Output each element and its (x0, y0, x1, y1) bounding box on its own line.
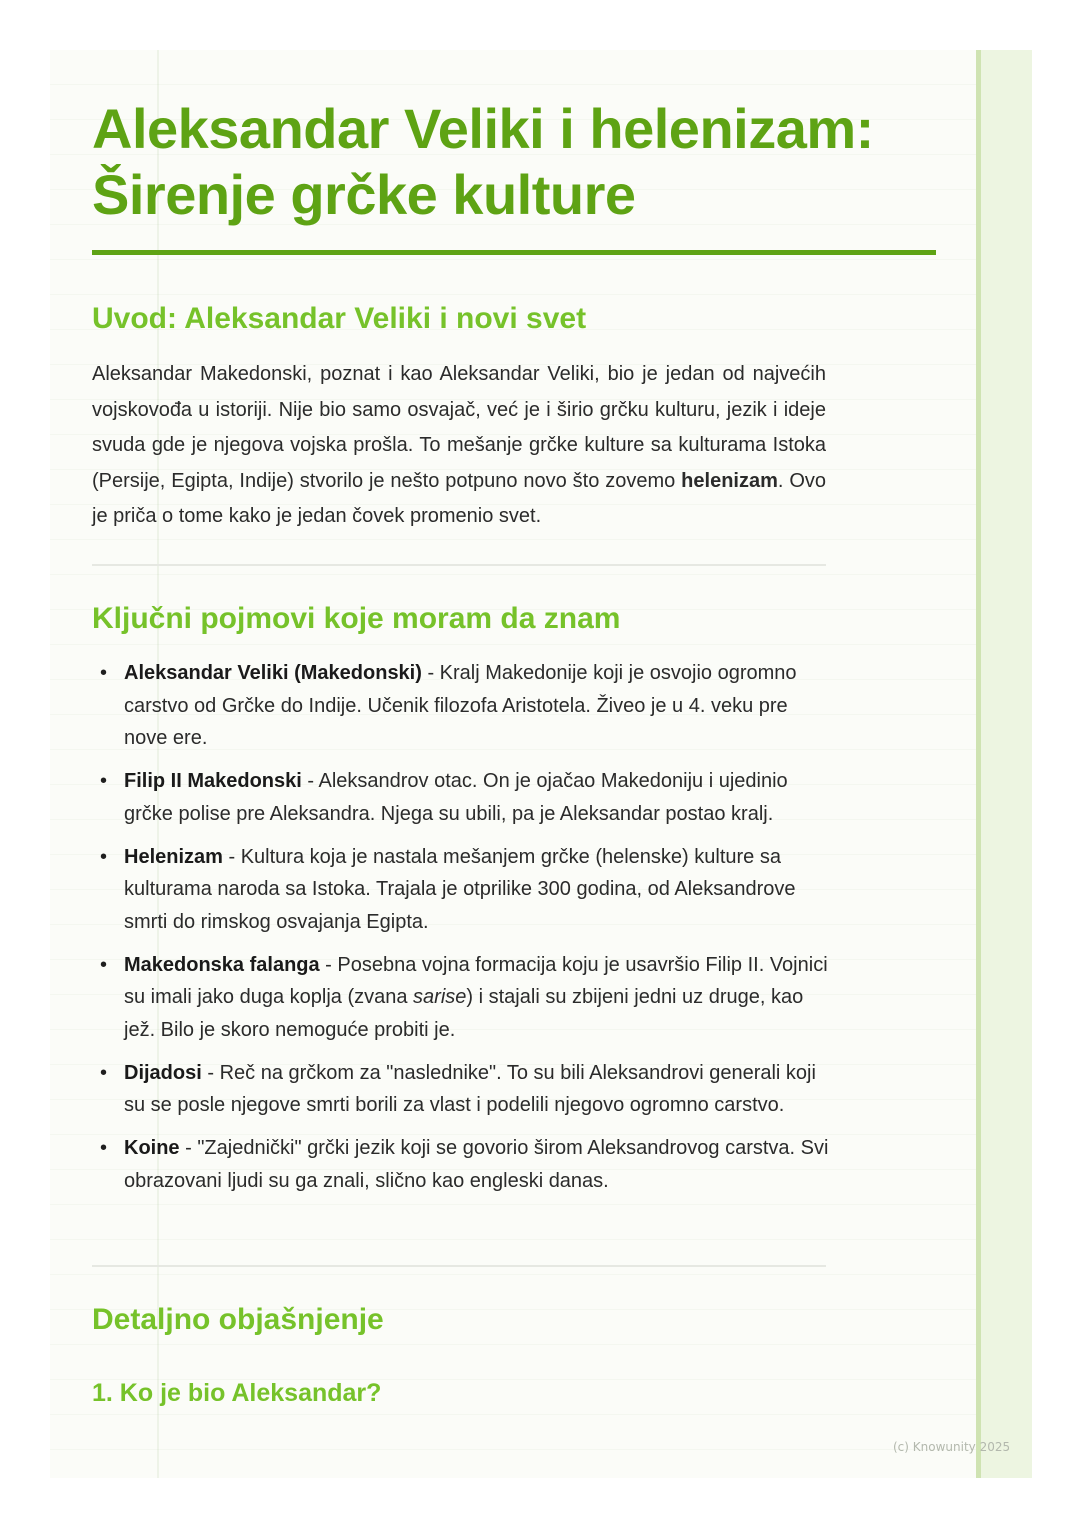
intro-heading: Uvod: Aleksandar Veliki i novi svet (92, 302, 587, 335)
right-margin-strip (976, 50, 1032, 1478)
term-description: - Kultura koja je nastala mešanjem grčke (helenske) kulture sa kulturama naroda sa Istoka. Trajala je otprilike 300 godina, od Aleksandrove smrti do rimskog osvajanja Egipta. (124, 845, 796, 933)
bullet-icon: • (100, 1061, 108, 1084)
right-margin-line (976, 50, 981, 1478)
intro-text-before: Aleksandar Makedonski, poznat i kao Aleksandar Veliki, bio je jedan od najvećih vojskovođa u istoriji. Nije bio samo osvajač, već je i širio grčku kulturu, jezik i ideje svuda gde je njegova vojska prošla. To mešanje grčke kulture sa kulturama Istoka (Persije, Egipta, Indije) stvorilo je nešto potpuno novo što zovemo (92, 363, 826, 492)
intro-text-after: . Ovo je priča o tome kako je jedan čovek promenio svet. (92, 469, 826, 527)
list-item (92, 1057, 832, 1122)
copyright-footer: (c) Knowunity 2025 (893, 1440, 1011, 1454)
page-title (92, 96, 952, 228)
list-item (92, 1132, 832, 1197)
term-name: Helenizam (124, 845, 223, 868)
bullet-icon: • (100, 1137, 108, 1159)
term-name: Koine (124, 1137, 180, 1159)
term-description: - "Zajednički" grčki jezik koji se govorio širom Aleksandrovog carstva. Svi obrazovani ljudi su ga znali, slično kao engleski danas. (124, 1137, 829, 1192)
page-title-line-1: Aleksandar Veliki i helenizam: (92, 97, 874, 160)
section-divider (92, 1265, 826, 1267)
key-terms-list (92, 657, 832, 1208)
term-description: - Posebna vojna formacija koju je usavršio Filip II. Vojnici su imali jako duga koplja (zvana (124, 953, 828, 1008)
list-item (92, 765, 832, 830)
intro-bold-term: helenizam (681, 469, 778, 492)
bullet-icon: • (100, 953, 108, 976)
page-title-line-2: Širenje grčke kulture (92, 163, 636, 226)
list-item (92, 841, 832, 939)
bullet-icon: • (100, 662, 108, 684)
term-name: Aleksandar Veliki (Makedonski) (124, 662, 422, 684)
bullet-icon: • (100, 770, 108, 792)
title-underline (92, 250, 936, 255)
term-name: Dijadosi (124, 1061, 202, 1084)
list-item (92, 657, 832, 755)
list-item (92, 949, 832, 1047)
term-description-end: ) i stajali su zbijeni jedni uz druge, kao jež. Bilo je skoro nemoguće probiti je. (124, 986, 804, 1041)
section-divider (92, 564, 826, 566)
key-terms-heading: Ključni pojmovi koje moram da znam (92, 602, 621, 635)
term-italic-word: sarise (413, 986, 467, 1008)
details-subheading: 1. Ko je bio Aleksandar? (92, 1379, 382, 1407)
term-name: Makedonska falanga (124, 953, 320, 976)
bullet-icon: • (100, 845, 108, 868)
term-description: - Aleksandrov otac. On je ojačao Makedoniju i ujedinio grčke polise pre Aleksandra. Njega su ubili, pa je Aleksandar postao kralj. (124, 770, 788, 825)
term-description: - Kralj Makedonije koji je osvojio ogromno carstvo od Grčke do Indije. Učenik filozofa Aristotela. Živeo je u 4. veku pre nove ere. (124, 662, 797, 749)
term-description: - Reč na grčkom za "naslednike". To su bili Aleksandrovi generali koji su se posle njegove smrti borili za vlast i podelili njegovo ogromno carstvo. (124, 1061, 816, 1116)
term-name: Filip II Makedonski (124, 770, 302, 792)
details-heading: Detaljno objašnjenje (92, 1303, 384, 1336)
intro-paragraph (92, 357, 826, 535)
